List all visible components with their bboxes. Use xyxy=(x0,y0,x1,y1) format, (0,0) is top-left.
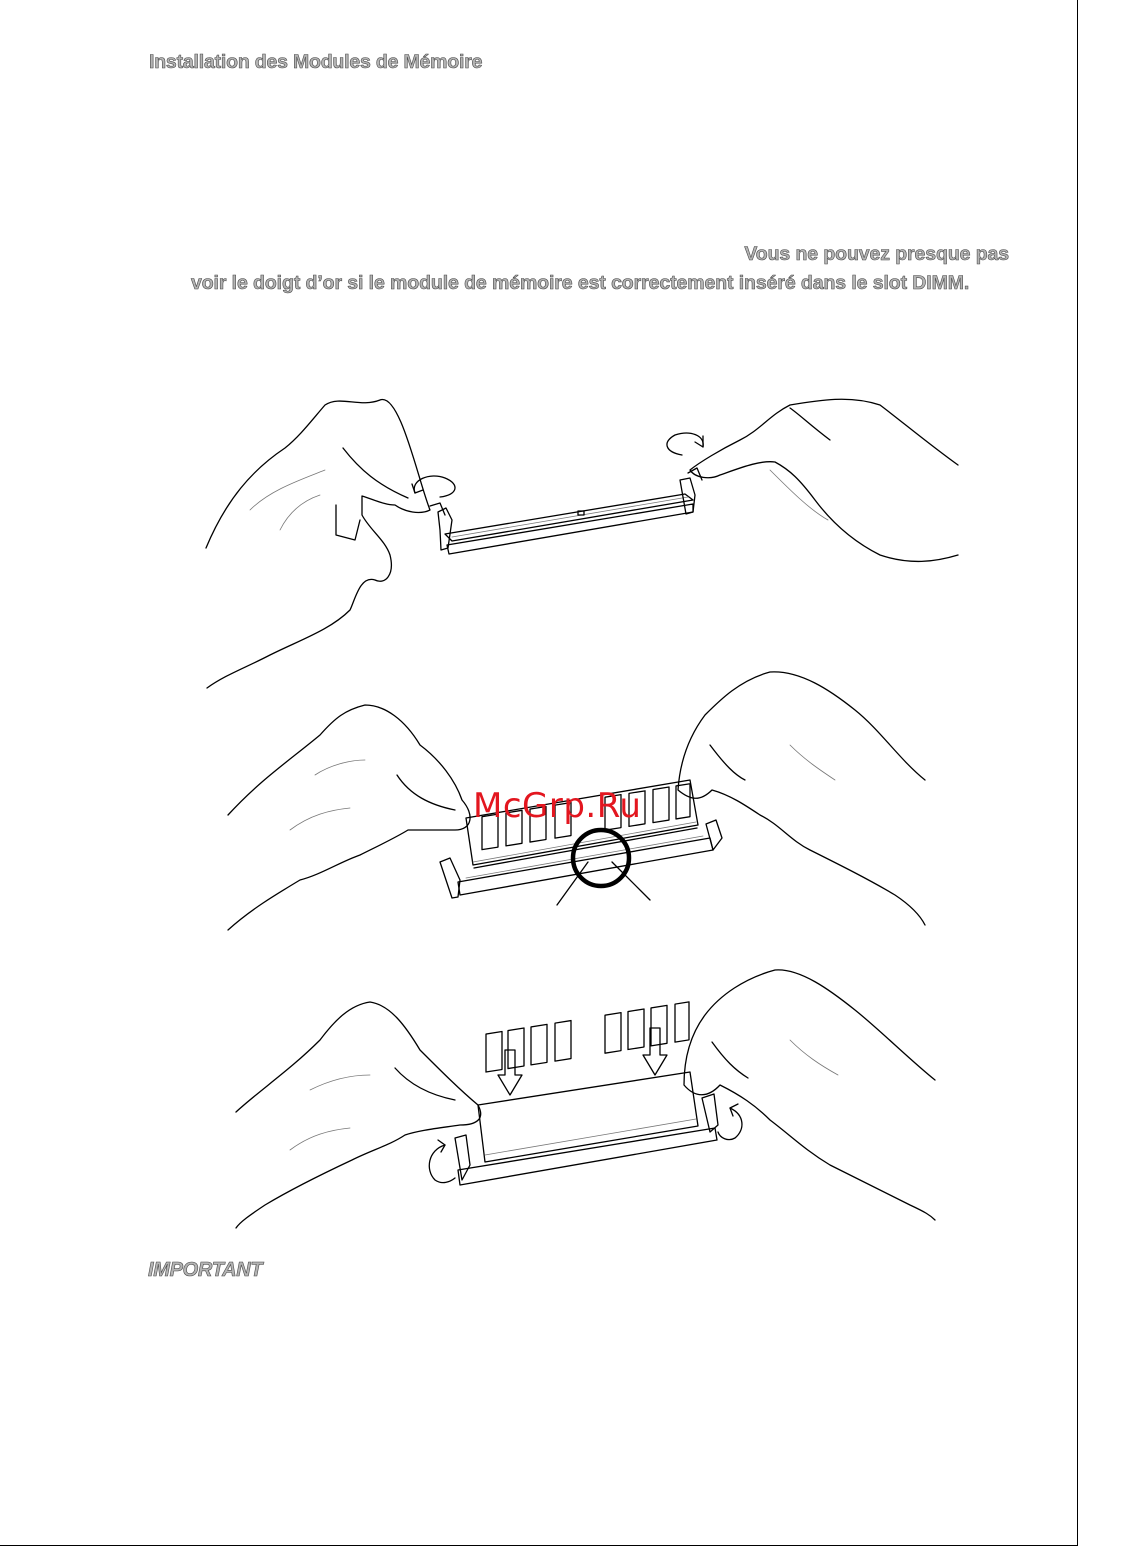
step3-press-module xyxy=(236,970,935,1228)
left-hand-step3 xyxy=(236,1002,481,1228)
left-hand-step1 xyxy=(206,399,430,688)
watermark-text: McGrp.Ru xyxy=(473,786,642,826)
step1-open-latches xyxy=(206,399,958,688)
left-hand-step2 xyxy=(228,705,470,930)
right-hand-step3 xyxy=(684,970,935,1220)
rotate-arrow-icon xyxy=(414,476,455,497)
section-title: Installation des Modules de Mémoire xyxy=(149,51,483,73)
down-arrow-icon xyxy=(643,1028,667,1075)
right-hand-step2 xyxy=(678,672,925,925)
important-heading: IMPORTANT xyxy=(148,1259,263,1281)
right-hand-step1 xyxy=(690,399,958,561)
note-line-rest: voir le doigt d’or si le module de mémoire est correctement inséré dans le slot DIMM. xyxy=(191,272,970,294)
note-line-1: Vous ne pouvez presque pas xyxy=(744,243,1009,265)
